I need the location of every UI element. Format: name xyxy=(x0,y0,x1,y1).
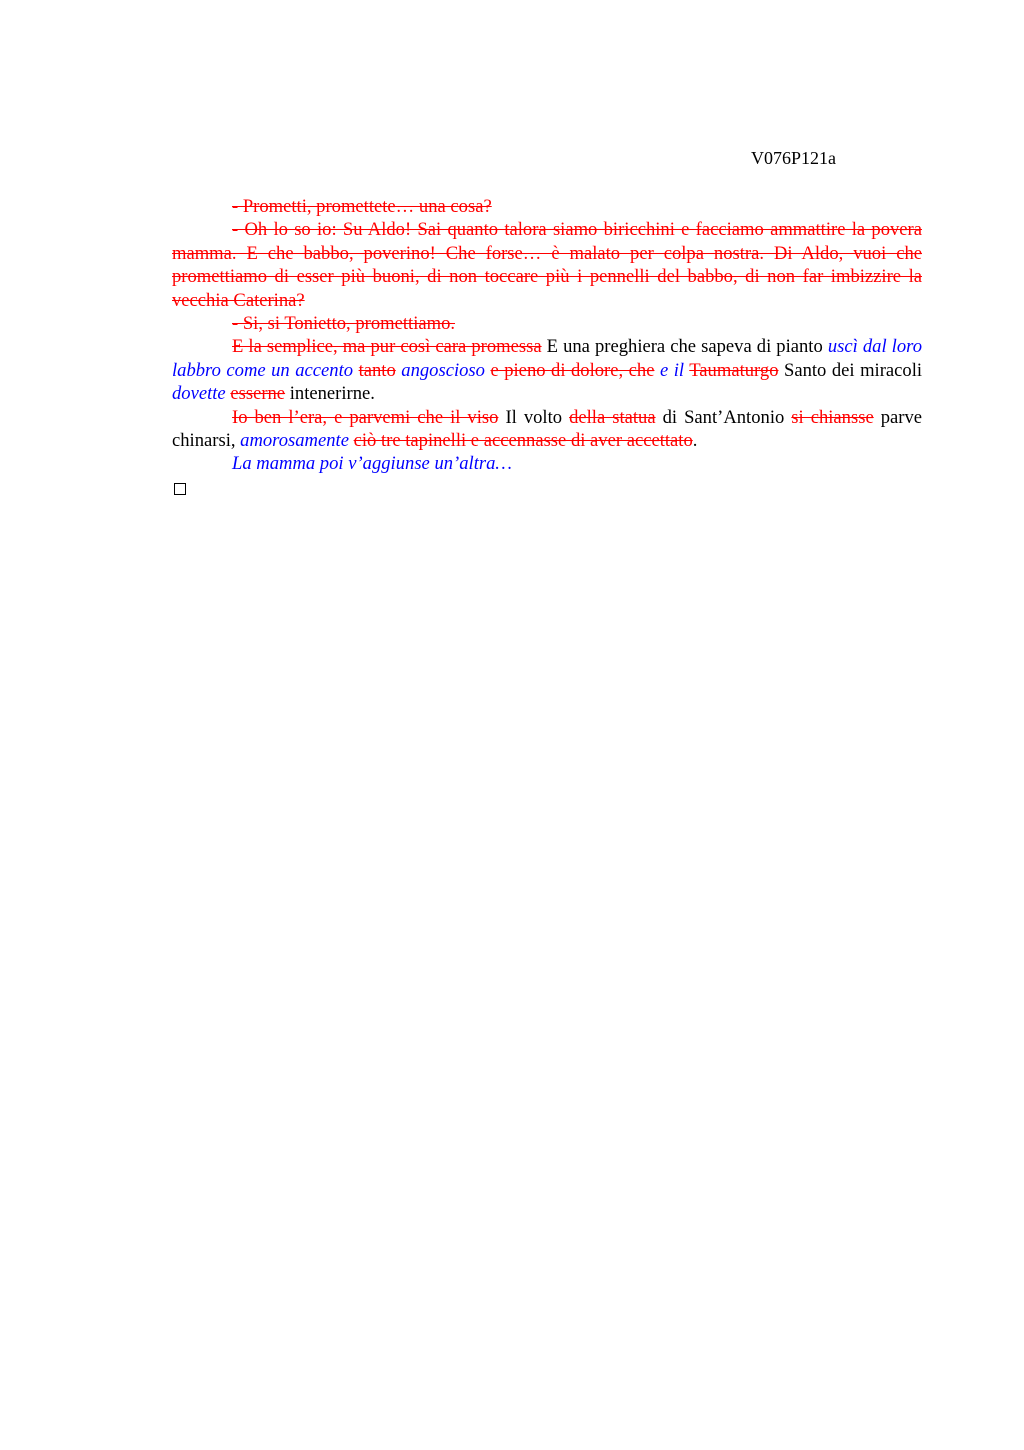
page-code: V076P121a xyxy=(751,148,836,168)
deleted-text: - Si, si Tonietto, promettiamo. xyxy=(232,313,456,335)
deleted-text: ciò tre tapinelli e accennasse di aver accettato xyxy=(353,430,693,452)
deleted-text: esserne xyxy=(230,383,286,405)
body-text: intenerirne. xyxy=(285,383,375,405)
deleted-text: Io ben l’era, e parvemi che il viso xyxy=(232,406,499,428)
deleted-text: e pieno di dolore, che xyxy=(490,359,655,381)
paragraph-1 xyxy=(172,195,922,218)
deleted-text: - Prometti, promettete… una cosa? xyxy=(232,196,492,217)
body-text: . xyxy=(692,430,698,452)
paragraph-4 xyxy=(172,335,922,405)
empty-square-icon xyxy=(174,483,186,495)
inserted-text: amorosamente xyxy=(240,430,349,452)
inserted-text: angoscioso xyxy=(401,359,485,381)
body-text: E una preghiera che sapeva di pianto xyxy=(541,336,828,358)
body-text: di Sant’Antonio xyxy=(655,406,792,428)
inserted-text: dovette xyxy=(172,383,226,405)
deleted-text: si chiansse xyxy=(791,406,874,428)
deleted-text: tanto xyxy=(358,359,396,381)
deleted-text: E la semplice, ma pur così cara promessa xyxy=(232,336,542,358)
document-body xyxy=(172,195,922,495)
inserted-text: uscì dal loro labbro come un accento xyxy=(172,336,922,381)
deleted-text: - Oh lo so io: Su Aldo! Sai quanto talora siamo biricchini e facciamo ammattire la povera mamma. E che babbo, poverino! Che forse… è malato per colpa nostra. Di Aldo, vuoi che promettiamo di esser più buoni, di non toccare più i pennelli del babbo, di non far imbizzire la vecchia Caterina? xyxy=(172,219,922,311)
body-text: parve chinarsi, xyxy=(172,406,923,452)
deleted-text: Taumaturgo xyxy=(689,359,779,381)
body-text: Santo dei miracoli xyxy=(778,359,923,381)
paragraph-3 xyxy=(172,312,922,335)
body-text: Il volto xyxy=(498,406,570,428)
paragraph-5 xyxy=(172,406,922,453)
paragraph-2 xyxy=(172,218,922,312)
deleted-text: della statua xyxy=(569,406,656,428)
inserted-text: La mamma poi v’aggiunse un’altra… xyxy=(232,453,512,475)
inserted-text: e il xyxy=(659,359,685,381)
paragraph-6 xyxy=(172,452,922,475)
